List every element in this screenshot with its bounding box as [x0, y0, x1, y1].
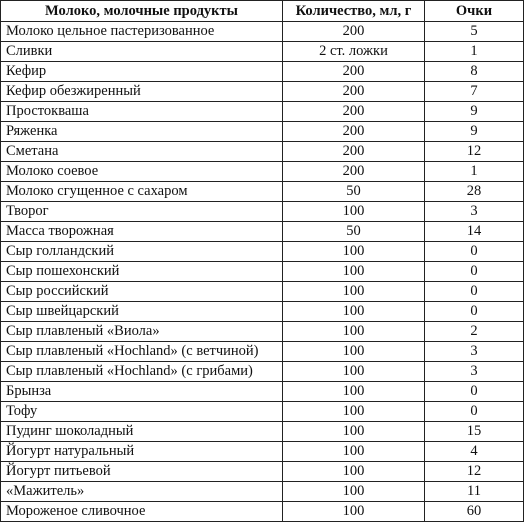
- cell-product-name: Пудинг шоколадный: [1, 422, 283, 442]
- cell-points: 15: [425, 422, 524, 442]
- cell-quantity: 100: [283, 242, 425, 262]
- cell-points: 4: [425, 442, 524, 462]
- table-row: [1, 162, 524, 182]
- table-row: [1, 122, 524, 142]
- cell-points: 1: [425, 42, 524, 62]
- cell-quantity: 200: [283, 62, 425, 82]
- cell-quantity: 200: [283, 162, 425, 182]
- cell-quantity: 100: [283, 422, 425, 442]
- table-row: [1, 502, 524, 522]
- cell-quantity: 100: [283, 342, 425, 362]
- cell-points: 0: [425, 282, 524, 302]
- cell-points: 0: [425, 402, 524, 422]
- table-body: [1, 22, 524, 522]
- cell-quantity: 50: [283, 222, 425, 242]
- cell-quantity: 100: [283, 402, 425, 422]
- cell-points: 12: [425, 462, 524, 482]
- cell-quantity: 100: [283, 362, 425, 382]
- table-row: [1, 242, 524, 262]
- table-row: [1, 222, 524, 242]
- table-row: [1, 482, 524, 502]
- cell-product-name: Йогурт питьевой: [1, 462, 283, 482]
- cell-product-name: Сыр пошехонский: [1, 262, 283, 282]
- cell-quantity: 100: [283, 482, 425, 502]
- cell-quantity: 2 ст. ложки: [283, 42, 425, 62]
- table-row: [1, 62, 524, 82]
- table-row: [1, 342, 524, 362]
- table-row: [1, 402, 524, 422]
- table-row: [1, 322, 524, 342]
- cell-quantity: 200: [283, 122, 425, 142]
- table-row: [1, 282, 524, 302]
- cell-quantity: 100: [283, 282, 425, 302]
- table-row: [1, 22, 524, 42]
- table-row: [1, 202, 524, 222]
- cell-quantity: 100: [283, 262, 425, 282]
- cell-points: 8: [425, 62, 524, 82]
- column-header-points: Очки: [425, 1, 524, 22]
- cell-quantity: 100: [283, 382, 425, 402]
- table-row: [1, 442, 524, 462]
- table-row: [1, 82, 524, 102]
- table-row: [1, 142, 524, 162]
- cell-product-name: Йогурт натуральный: [1, 442, 283, 462]
- cell-quantity: 50: [283, 182, 425, 202]
- table-row: [1, 462, 524, 482]
- cell-points: 11: [425, 482, 524, 502]
- cell-product-name: Кефир обезжиренный: [1, 82, 283, 102]
- cell-product-name: Молоко соевое: [1, 162, 283, 182]
- cell-quantity: 100: [283, 442, 425, 462]
- column-header-quantity: Количество, мл, г: [283, 1, 425, 22]
- table-row: [1, 422, 524, 442]
- cell-points: 0: [425, 262, 524, 282]
- cell-product-name: Сыр плавленый «Hochland» (с ветчиной): [1, 342, 283, 362]
- table-row: [1, 102, 524, 122]
- cell-product-name: Брынза: [1, 382, 283, 402]
- table-row: [1, 302, 524, 322]
- cell-product-name: «Мажитель»: [1, 482, 283, 502]
- cell-points: 28: [425, 182, 524, 202]
- table-header-row: [1, 1, 524, 22]
- cell-product-name: Ряженка: [1, 122, 283, 142]
- cell-product-name: Сыр швейцарский: [1, 302, 283, 322]
- cell-product-name: Сыр российский: [1, 282, 283, 302]
- cell-points: 5: [425, 22, 524, 42]
- cell-product-name: Творог: [1, 202, 283, 222]
- cell-points: 60: [425, 502, 524, 522]
- cell-quantity: 100: [283, 322, 425, 342]
- cell-product-name: Кефир: [1, 62, 283, 82]
- cell-points: 0: [425, 302, 524, 322]
- cell-product-name: Тофу: [1, 402, 283, 422]
- cell-quantity: 100: [283, 302, 425, 322]
- cell-points: 14: [425, 222, 524, 242]
- cell-quantity: 200: [283, 22, 425, 42]
- cell-product-name: Молоко сгущенное с сахаром: [1, 182, 283, 202]
- cell-points: 3: [425, 202, 524, 222]
- cell-points: 9: [425, 122, 524, 142]
- cell-quantity: 200: [283, 102, 425, 122]
- cell-product-name: Масса творожная: [1, 222, 283, 242]
- table-row: [1, 42, 524, 62]
- cell-quantity: 200: [283, 142, 425, 162]
- cell-points: 0: [425, 382, 524, 402]
- cell-product-name: Молоко цельное пастеризованное: [1, 22, 283, 42]
- cell-points: 12: [425, 142, 524, 162]
- cell-points: 9: [425, 102, 524, 122]
- table-row: [1, 262, 524, 282]
- column-header-product: Молоко, молочные продукты: [1, 1, 283, 22]
- cell-product-name: Сыр голландский: [1, 242, 283, 262]
- table-row: [1, 362, 524, 382]
- table-row: [1, 182, 524, 202]
- cell-product-name: Сливки: [1, 42, 283, 62]
- cell-product-name: Мороженое сливочное: [1, 502, 283, 522]
- cell-points: 3: [425, 342, 524, 362]
- cell-points: 7: [425, 82, 524, 102]
- table-row: [1, 382, 524, 402]
- cell-points: 0: [425, 242, 524, 262]
- cell-product-name: Сыр плавленый «Hochland» (с грибами): [1, 362, 283, 382]
- cell-quantity: 100: [283, 502, 425, 522]
- cell-product-name: Сметана: [1, 142, 283, 162]
- cell-quantity: 100: [283, 462, 425, 482]
- cell-product-name: Простокваша: [1, 102, 283, 122]
- cell-points: 2: [425, 322, 524, 342]
- cell-quantity: 200: [283, 82, 425, 102]
- cell-product-name: Сыр плавленый «Виола»: [1, 322, 283, 342]
- cell-quantity: 100: [283, 202, 425, 222]
- cell-points: 1: [425, 162, 524, 182]
- cell-points: 3: [425, 362, 524, 382]
